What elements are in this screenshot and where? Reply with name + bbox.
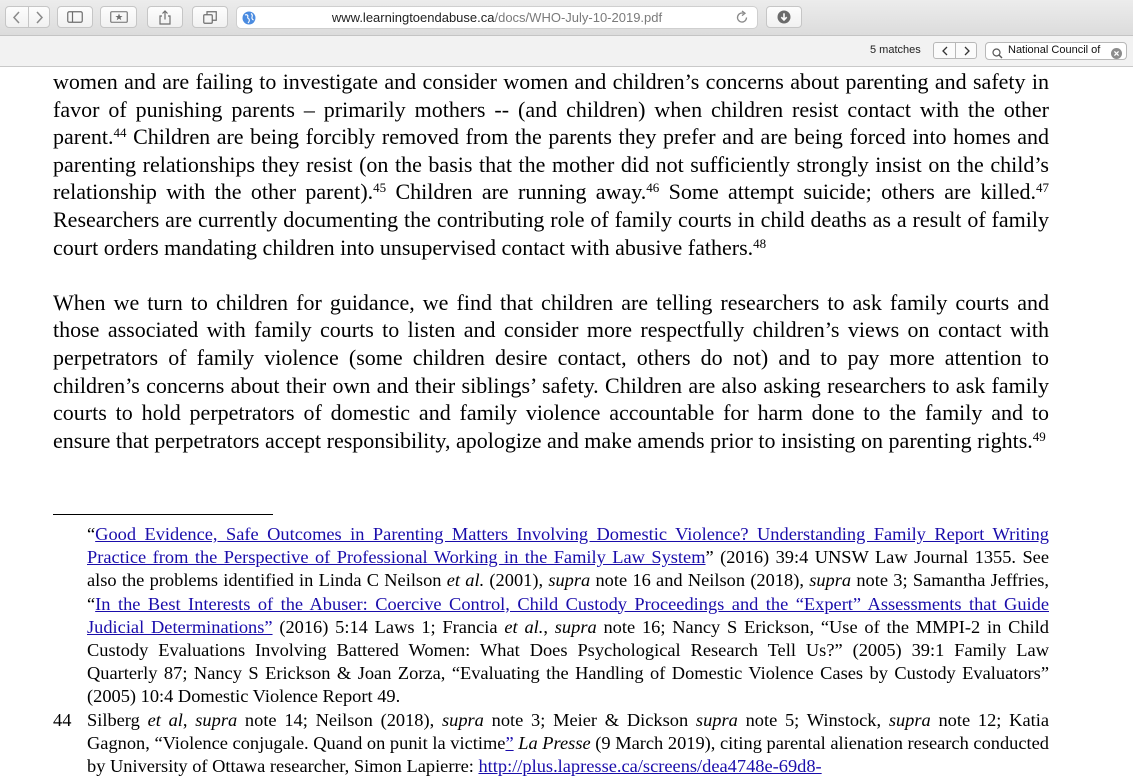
- back-forward-control: [5, 6, 50, 28]
- sidebar-icon: [67, 11, 83, 23]
- search-icon: [992, 46, 1003, 64]
- body-text: Researchers are currently documenting the contributing role of family courts in child deaths as a result of family court orders mandating children into unsupervised contact with abusive fathers.: [53, 206, 1049, 260]
- footnote-italic: supra: [695, 709, 738, 730]
- match-count: 5 matches: [870, 44, 921, 56]
- footnote-text: (2016) 5:14 Laws 1; Francia: [272, 616, 505, 637]
- pdf-body: [53, 68, 1049, 454]
- next-match-icon[interactable]: [956, 43, 977, 58]
- body-text: women and are failing to investigate and consider women and children’s concerns about parenting and safety in favor of punishing parents – primarily mothers -- (and children) when children resist contact with the other parent.: [53, 69, 1049, 150]
- paragraph-children-guidance: [53, 289, 1049, 455]
- forward-icon[interactable]: [33, 11, 45, 24]
- footnote-ref[interactable]: 46: [646, 180, 660, 196]
- body-text: Children are running away.: [386, 179, 647, 205]
- address-bar[interactable]: [236, 6, 758, 29]
- footnote-text: “: [87, 524, 96, 544]
- footnote-italic: supra: [888, 709, 931, 730]
- footnote-text: note 3; Samantha Jeffries, “: [87, 570, 1050, 614]
- footnote-text: note 5; Winstock,: [737, 709, 889, 730]
- browser-toolbar: [0, 0, 1133, 36]
- footnote-italic: et al.: [446, 570, 485, 591]
- footnote-text: note 3; Meier & Dickson: [483, 709, 696, 730]
- footnote-separator: [53, 514, 273, 515]
- previous-match-icon[interactable]: [934, 43, 955, 58]
- footnote-ref[interactable]: 45: [373, 180, 387, 196]
- footnote-44: [53, 709, 1049, 778]
- body-text: When we turn to children for guidance, we find that children are telling researchers to ask family courts and those associated with family courts to listen and consider more respectfully children’s views on contact with perpetrators of family violence (some children desire contact, others do not) and to pay more attention to children’s concerns about their own and their siblings’ safety. Children are also asking researchers to ask family courts to hold perpetrators of domestic and family violence accountable for harm done to the family and to ensure that perpetrators accept responsibility, apologize and make amends prior to insisting on parenting rights.: [53, 289, 1049, 453]
- bookmarks-button[interactable]: [100, 6, 137, 28]
- footnote-text: (9 March 2019), citing parental alienation research conducted by University of Ottawa researcher, Simon Lapierre:: [87, 732, 1049, 777]
- footnote-text: ,: [543, 616, 555, 637]
- match-navigation: [933, 42, 977, 59]
- footnote-ref[interactable]: 44: [113, 125, 127, 141]
- footnote-italic: et al.: [504, 616, 544, 637]
- footnote-italic: et al: [147, 709, 183, 730]
- segment-divider: [28, 7, 29, 27]
- footnote-text: note 12; Katia Gagnon, “Violence conjugale. Quand on punit la victime: [87, 709, 1049, 753]
- footnote-number: 44: [53, 709, 72, 730]
- find-bar: [0, 36, 1133, 67]
- paragraph-family-courts: [53, 68, 1049, 261]
- body-text: Some attempt suicide; others are killed.: [659, 179, 1036, 205]
- sidebar-button[interactable]: [57, 6, 93, 28]
- find-search-field[interactable]: [985, 42, 1127, 60]
- footnote-text: note 16; Nancy S Erickson, “Use of the MMPI-2 in Child Custody Evaluations Involving Battered Women: What Does Psychological Research Tell Us?” (2005) 39:1 Family Law Quarterly 87; Nancy S Erickson & Joan Zorza, “Evaluating the Handling of Domestic Violence Cases by Custody Evaluators” (2005) 10:4 Domestic Violence Report 49.: [87, 616, 1049, 707]
- share-icon: [158, 10, 172, 25]
- footnote-italic: supra: [195, 709, 238, 730]
- footnote-italic: supra: [554, 616, 597, 637]
- footnote-url-link[interactable]: http://plus.lapresse.ca/screens/dea4748e-69d8-: [478, 756, 822, 777]
- footnote-text: (2001),: [484, 570, 549, 591]
- footnote-text: ,: [182, 709, 196, 730]
- clear-icon[interactable]: [1111, 46, 1122, 64]
- url-domain: www.learningtoendabuse.ca: [331, 10, 495, 25]
- share-button[interactable]: [147, 6, 183, 28]
- footnote-43-continued: [53, 523, 1049, 709]
- footnote-ref[interactable]: 49: [1032, 428, 1046, 444]
- footnote-italic: La Presse: [518, 732, 591, 753]
- reload-icon[interactable]: [735, 10, 749, 30]
- footnote-link[interactable]: ”: [505, 732, 514, 753]
- download-icon: [777, 10, 791, 24]
- tabs-icon: [203, 11, 217, 24]
- downloads-button[interactable]: [766, 6, 802, 28]
- url-path: /docs/WHO-July-10-2019.pdf: [494, 10, 663, 25]
- url-text[interactable]: [237, 10, 757, 25]
- footnote-link[interactable]: In the Best Interests of the Abuser: Coercive Control, Child Custody Proceedings and the “Expert” Assessments that Guide Judicial Determinations”: [87, 593, 1049, 637]
- footnote-italic: supra: [809, 570, 852, 591]
- footnote-link[interactable]: Good Evidence, Safe Outcomes in Parenting Matters Involving Domestic Violence? Understanding Family Report Writing Practice from the Perspective of Professional Working in the Family Law System: [87, 524, 1049, 568]
- footnotes: [53, 523, 1049, 778]
- footnote-ref[interactable]: 47: [1035, 180, 1049, 196]
- back-icon[interactable]: [11, 11, 23, 24]
- footnote-ref[interactable]: 48: [753, 235, 767, 251]
- footnote-italic: supra: [441, 709, 484, 730]
- bookmarks-icon: [110, 11, 128, 23]
- body-text: Children are being forcibly removed from the parents they prefer and are being forced into homes and parenting relationships they resist (on the basis that the mother did not sufficiently strongly insist on the child’s relationship with the other parent).: [53, 124, 1049, 205]
- footnote-text: Silberg: [87, 709, 148, 730]
- footnote-text: note 16 and Neilson (2018),: [590, 570, 810, 591]
- footnote-text: ” (2016) 39:4 UNSW Law Journal 1355. See also the problems identified in Linda C Neilson: [87, 547, 1050, 591]
- find-query[interactable]: National Council of: [1008, 44, 1101, 56]
- footnote-text: note 14; Neilson (2018),: [237, 709, 442, 730]
- tabs-button[interactable]: [192, 6, 228, 28]
- footnote-italic: supra: [548, 570, 591, 591]
